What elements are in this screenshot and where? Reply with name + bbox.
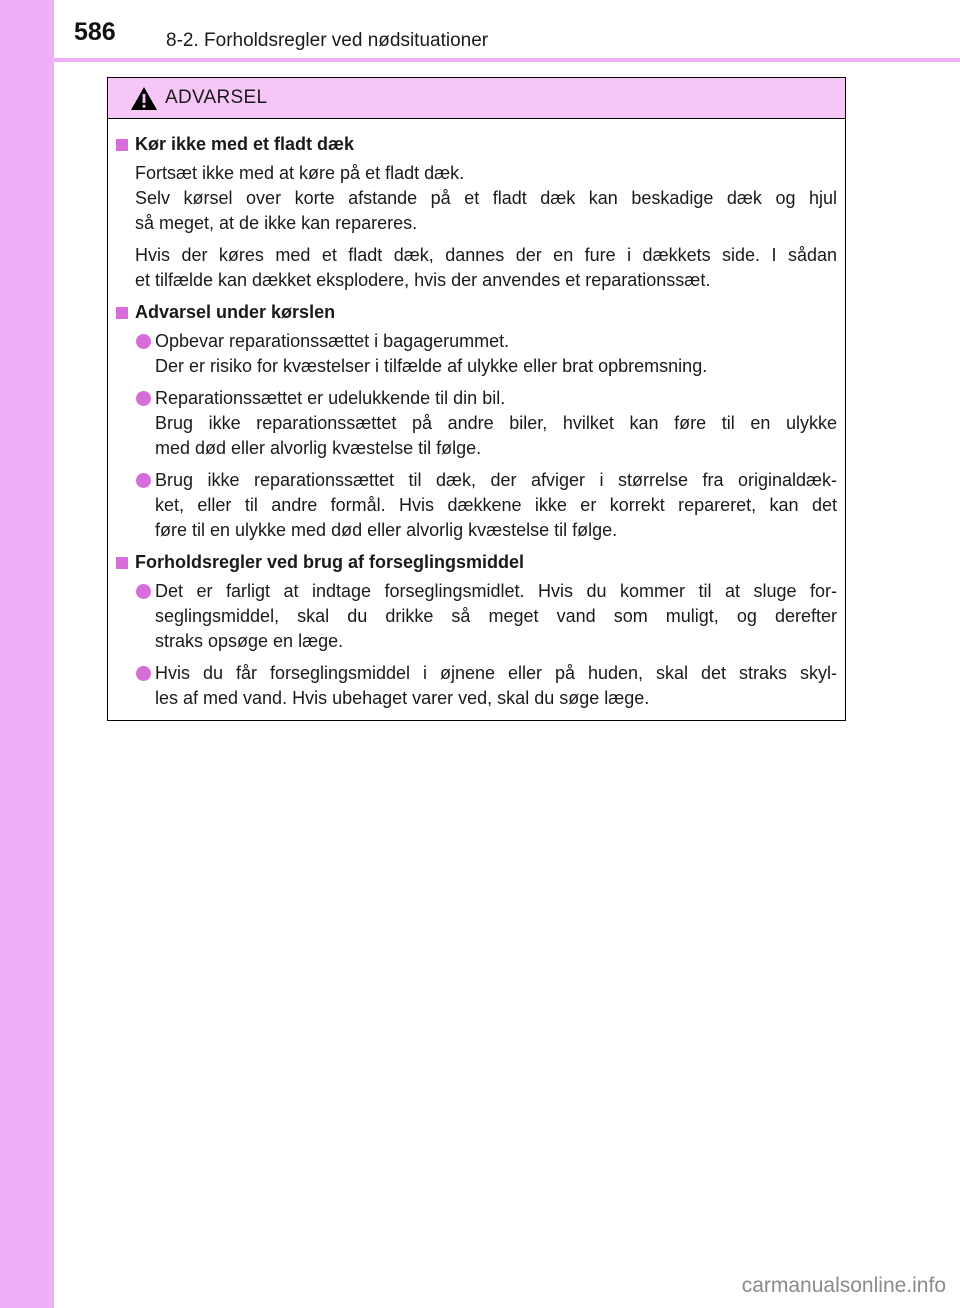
section-heading-flat-tire: Kør ikke med et fladt dæk — [114, 132, 837, 157]
section-heading-driving-warning: Advarsel under kørslen — [114, 300, 837, 325]
square-bullet-icon — [116, 139, 128, 151]
watermark: carmanualsonline.info — [741, 1274, 946, 1297]
warning-title: ADVARSEL — [165, 87, 268, 108]
section-title: 8-2. Forholdsregler ved nødsituationer — [166, 30, 489, 51]
list-item: Brug ikke reparationssættet til dæk, der afviger i størrelse fra originaldæk- ket, eller til andre formål. Hvis dækkene ikke er korrekt repareret, kan det føre til en ulykke med død eller alvorlig kvæstelse til følge. — [135, 468, 837, 543]
page-number: 586 — [74, 18, 116, 46]
list-item: Hvis du får forseglingsmiddel i øjnene eller på huden, skal det straks skyl- les af med vand. Hvis ubehaget varer ved, skal du søge læge. — [135, 661, 837, 711]
section-heading-sealant: Forholdsregler ved brug af forseglingsmiddel — [114, 550, 837, 575]
list-item: Det er farligt at indtage forseglingsmidlet. Hvis du kommer til at sluge for- seglingsmiddel, skal du drikke så meget vand som muligt, og derefter straks opsøge en læge. — [135, 579, 837, 654]
circle-bullet-icon — [136, 666, 151, 681]
warning-box — [107, 77, 846, 721]
warning-header — [108, 78, 845, 119]
list-item: Opbevar reparationssættet i bagagerummet. Der er risiko for kvæstelser i tilfælde af ulykke eller brat opbremsning. — [135, 329, 837, 379]
list-item: Reparationssættet er udelukkende til din bil. Brug ikke reparationssættet på andre biler, hvilket kan føre til en ulykke med død eller alvorlig kvæstelse til følge. — [135, 386, 837, 461]
warning-body — [108, 119, 845, 711]
circle-bullet-icon — [136, 334, 151, 349]
paragraph: Hvis der køres med et fladt dæk, dannes der en fure i dækkets side. I sådan et tilfælde kan dækket eksplodere, hvis der anvendes et reparationssæt. — [135, 245, 837, 290]
circle-bullet-icon — [136, 473, 151, 488]
square-bullet-icon — [116, 557, 128, 569]
header-rule — [54, 58, 960, 62]
circle-bullet-icon — [136, 584, 151, 599]
side-stripe — [0, 0, 54, 1308]
warning-triangle-icon — [130, 86, 158, 111]
paragraph: Fortsæt ikke med at køre på et fladt dæk. Selv kørsel over korte afstande på et fladt dæk kan beskadige dæk og hjul så meget, at de ikke kan repareres. — [135, 163, 837, 233]
circle-bullet-icon — [136, 391, 151, 406]
square-bullet-icon — [116, 307, 128, 319]
